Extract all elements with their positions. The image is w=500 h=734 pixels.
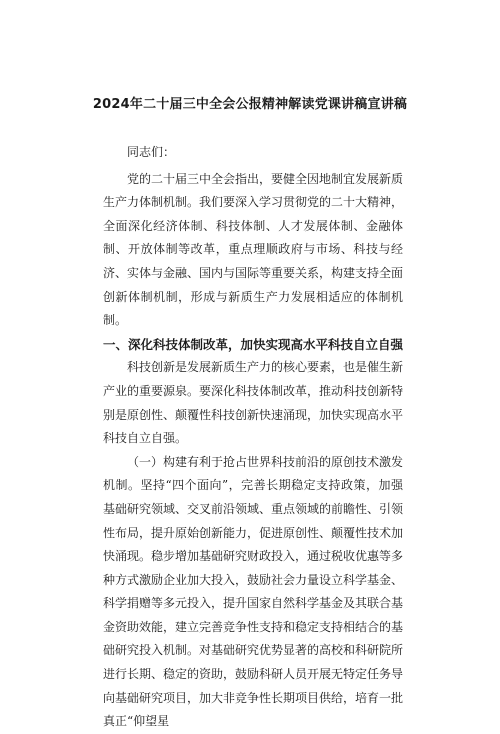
section-1-intro: 科技创新是发展新质生产力的核心要素，也是催生新产业的重要源泉。要深化科技体制改革，推动科技创新特别是原创性、颠覆性科技创新快速涌现，加快实现高水平科技自立自强。 — [103, 360, 404, 446]
document-body — [103, 141, 403, 734]
greeting: 同志们： — [127, 145, 176, 159]
paragraph-intro: 党的二十届三中全会指出，要健全因地制宜发展新质生产力体制机制。我们要深入学习贯彻党的二十大精神，全面深化经济体制、科技体制、人才发展体制、金融体制、开放体制等改革，重点理顺政府与市场、科技与经济、实体与金融、国内与国际等重要关系，构建支持全面创新体制机制，形成与新质生产力发展相适应的体制机制。 — [103, 171, 404, 328]
document-title: 2024年二十届三中全会公报精神解读党课讲稿宣讲稿 — [92, 97, 408, 112]
section-1-sub-1: （一）构建有利于抢占世界科技前沿的原创技术激发机制。坚持“四个面向”，完善长期稳定支持政策，加强基础研究领域、交叉前沿领域、重点领域的前瞻性、引领性布局，提升原始创新能力，促进原创性、颠覆性技术加快涌现。稳步增加基础研究财政投入，通过税收优惠等多种方式激励企业加大投入，鼓励社会力量设立科学基金、科学捐赠等多元投入，提升国家自然科学基金及其联合基金资助效能，建立完善竞争性支持和稳定支持相结合的基础研究投入机制。对基础研究优势显著的高校和科研院所进行长期、稳定的资助，鼓励科研人员开展无特定任务导向基础研究项目，加大非竞争性长期项目供给，培育一批真正“仰望星 — [103, 454, 404, 729]
section-heading-1: 一、深化科技体制改革，加快实现高水平科技自立自强 — [103, 336, 404, 352]
